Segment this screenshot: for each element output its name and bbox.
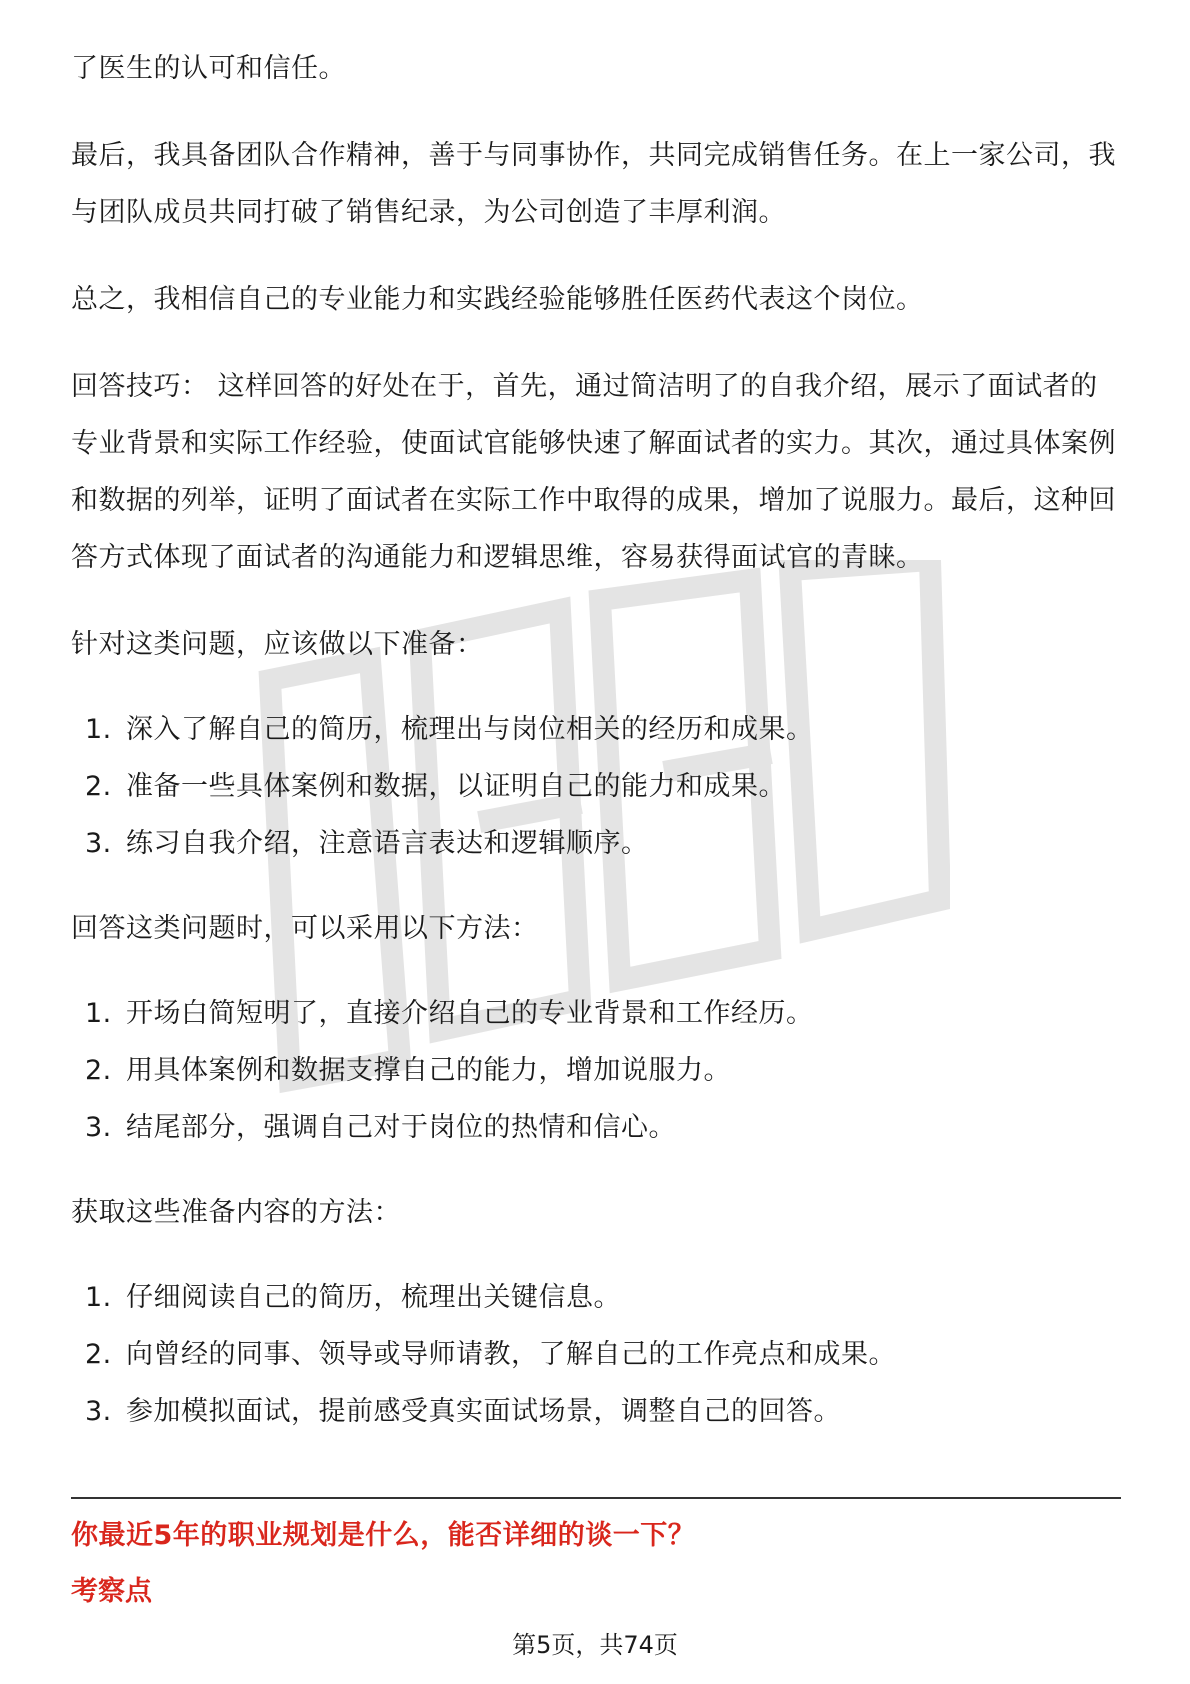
list-item bbox=[71, 1042, 1121, 1099]
obtain-list bbox=[71, 1269, 1121, 1440]
answer-tips-paragraph: 回答技巧： 这样回答的好处在于，首先，通过简洁明了的自我介绍，展示了面试者的专业背景和实际工作经验，使面试官能够快速了解面试者的实力。其次，通过具体案例和数据的列举，证明了面试者在实际工作中取得的成果，增加了说服力。最后，这种回答方式体现了面试者的沟通能力和逻辑思维，容易获得面试官的青睐。 bbox=[71, 371, 1116, 573]
list-number: 3. bbox=[85, 1396, 112, 1427]
section-divider bbox=[71, 1497, 1121, 1499]
list-item-text: 深入了解自己的简历，梳理出与岗位相关的经历和成果。 bbox=[126, 714, 814, 745]
list-item-text: 开场白简短明了，直接介绍自己的专业背景和工作经历。 bbox=[126, 998, 814, 1029]
list-number: 1. bbox=[85, 1282, 112, 1313]
list-item-text: 练习自我介绍，注意语言表达和逻辑顺序。 bbox=[126, 828, 649, 859]
list-item-text: 参加模拟面试，提前感受真实面试场景，调整自己的回答。 bbox=[126, 1396, 841, 1427]
next-question-heading: 你最近5年的职业规划是什么，能否详细的谈一下？ bbox=[71, 1520, 696, 1551]
list-item bbox=[71, 1326, 1121, 1383]
list-item-text: 向曾经的同事、领导或导师请教，了解自己的工作亮点和成果。 bbox=[126, 1339, 896, 1370]
prep-list bbox=[71, 701, 1121, 872]
list-item bbox=[71, 1383, 1121, 1440]
list-number: 3. bbox=[85, 1112, 112, 1143]
list-number: 1. bbox=[85, 714, 112, 745]
list-number: 2. bbox=[85, 1055, 112, 1086]
paragraph: 最后，我具备团队合作精神，善于与同事协作，共同完成销售任务。在上一家公司，我与团队成员共同打破了销售纪录，为公司创造了丰厚利润。 bbox=[71, 140, 1116, 228]
list-item-text: 仔细阅读自己的简历，梳理出关键信息。 bbox=[126, 1282, 621, 1313]
list-item-text: 结尾部分，强调自己对于岗位的热情和信心。 bbox=[126, 1112, 676, 1143]
page-footer: 第5页，共74页 bbox=[512, 1631, 678, 1659]
section-label: 考察点 bbox=[71, 1576, 152, 1607]
list-number: 3. bbox=[85, 828, 112, 859]
list-number: 1. bbox=[85, 998, 112, 1029]
list-item bbox=[71, 985, 1121, 1042]
obtain-heading: 获取这些准备内容的方法： bbox=[71, 1197, 401, 1228]
paragraph: 了医生的认可和信任。 bbox=[71, 53, 346, 84]
list-item bbox=[71, 815, 1121, 872]
method-list bbox=[71, 985, 1121, 1156]
list-item-text: 准备一些具体案例和数据，以证明自己的能力和成果。 bbox=[126, 771, 786, 802]
paragraph: 总之，我相信自己的专业能力和实践经验能够胜任医药代表这个岗位。 bbox=[71, 284, 924, 315]
list-item bbox=[71, 1099, 1121, 1156]
document-body bbox=[71, 40, 1121, 1440]
list-number: 2. bbox=[85, 771, 112, 802]
list-item bbox=[71, 1269, 1121, 1326]
list-number: 2. bbox=[85, 1339, 112, 1370]
prep-heading: 针对这类问题，应该做以下准备： bbox=[71, 629, 484, 660]
list-item bbox=[71, 701, 1121, 758]
method-heading: 回答这类问题时，可以采用以下方法： bbox=[71, 913, 539, 944]
list-item-text: 用具体案例和数据支撑自己的能力，增加说服力。 bbox=[126, 1055, 731, 1086]
list-item bbox=[71, 758, 1121, 815]
